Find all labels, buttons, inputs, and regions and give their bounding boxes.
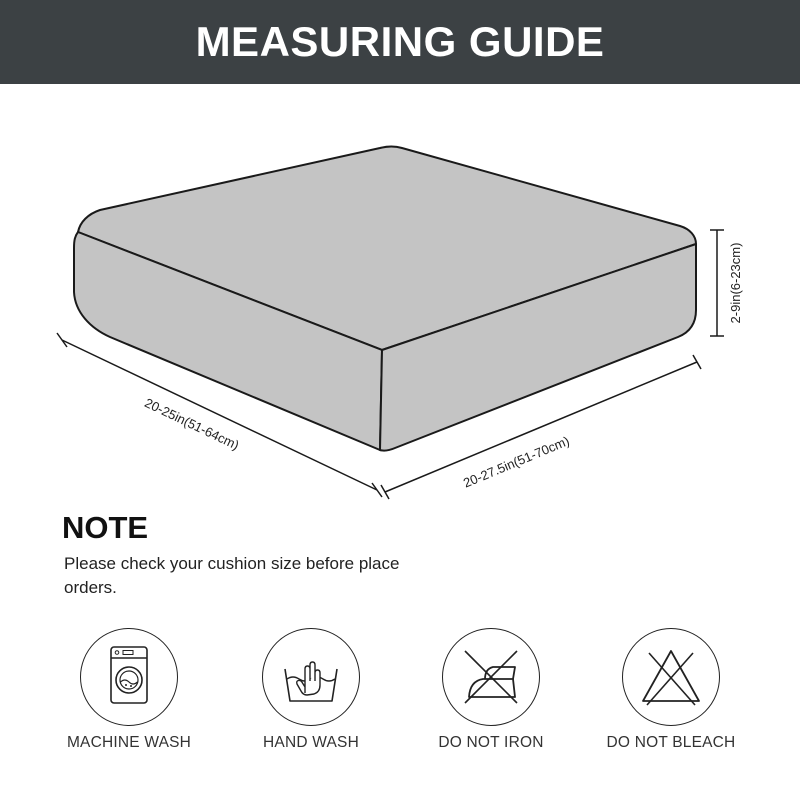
machine-wash-icon (81, 629, 177, 725)
width-label: 20-25in(51-64cm) (142, 395, 242, 453)
height-label: 2-9in(6-23cm) (728, 242, 743, 324)
care-item-machine-wash (44, 628, 214, 752)
cushion-diagram (0, 84, 800, 504)
care-item-do-not-bleach (586, 628, 756, 752)
height-dimension-line (710, 230, 724, 336)
do-not-bleach-icon (623, 629, 719, 725)
care-label: MACHINE WASH (66, 734, 192, 751)
care-circle (80, 628, 178, 726)
care-circle (262, 628, 360, 726)
care-item-hand-wash (226, 628, 396, 752)
length-label: 20-27.5in(51-70cm) (461, 433, 572, 491)
hand-wash-icon (263, 629, 359, 725)
care-label: DO NOT IRON (438, 734, 544, 751)
do-not-iron-icon (443, 629, 539, 725)
care-label: HAND WASH (263, 734, 359, 751)
note-text: Please check your cushion size before place orders. (64, 554, 400, 597)
note-heading: NOTE (62, 510, 149, 545)
care-circle (622, 628, 720, 726)
care-circle (442, 628, 540, 726)
page-title: MEASURING GUIDE (195, 18, 605, 65)
header-banner (0, 0, 800, 84)
care-item-do-not-iron (406, 628, 576, 752)
care-label: DO NOT BLEACH (606, 734, 736, 751)
